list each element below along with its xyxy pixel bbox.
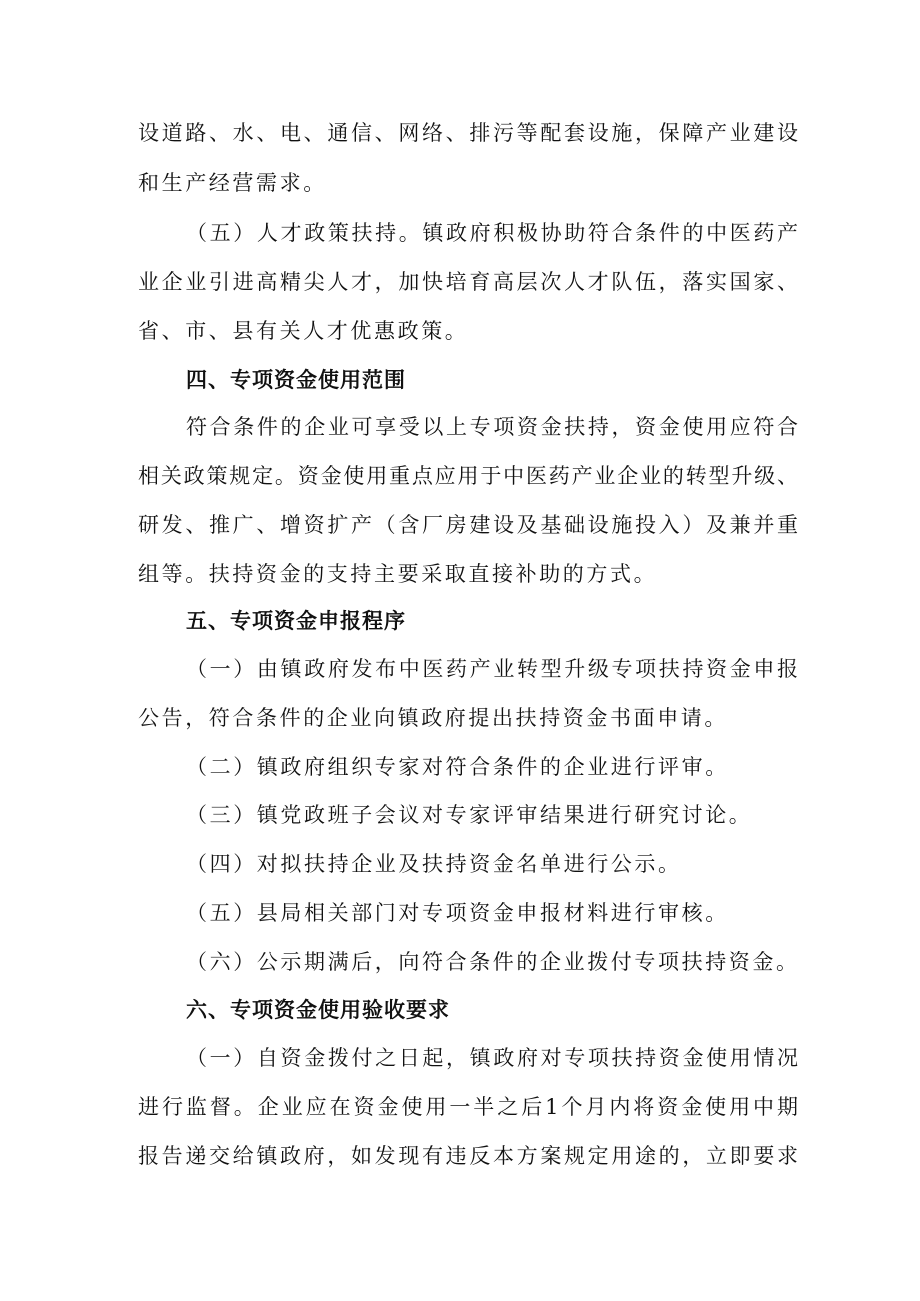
section-heading: 六、专项资金使用验收要求 [186,998,450,1022]
paragraph-line: 研发、推广、增资扩产（含厂房建设及基础设施投入）及兼并重 [138,513,798,537]
paragraph-line: （四）对拟扶持企业及扶持资金名单进行公示。 [186,852,682,876]
paragraph-line: （一）自资金拨付之日起，镇政府对专项扶持资金使用情况 [186,1046,798,1070]
paragraph-line: （一）由镇政府发布中医药产业转型升级专项扶持资金申报 [186,657,798,681]
paragraph-line: 省、市、县有关人才优惠政策。 [138,319,469,343]
paragraph-line: 相关政策规定。资金使用重点应用于中医药产业企业的转型升级、 [138,464,798,488]
paragraph-line: 和生产经营需求。 [138,171,327,195]
paragraph-line: （三）镇党政班子会议对专家评审结果进行研究讨论。 [186,803,753,827]
paragraph-line: 组等。扶持资金的支持主要采取直接补助的方式。 [138,562,658,586]
paragraph-line: （二）镇政府组织专家对符合条件的企业进行评审。 [186,755,729,779]
paragraph-line: 符合条件的企业可享受以上专项资金扶持，资金使用应符合 [186,415,798,439]
section-heading: 五、专项资金申报程序 [186,609,406,633]
paragraph-line: （六）公示期满后，向符合条件的企业拨付专项扶持资金。 [186,950,800,974]
paragraph-line: 报告递交给镇政府，如发现有违反本方案规定用途的，立即要求 [138,1144,798,1168]
paragraph-line: 业企业引进高精尖人才，加快培育高层次人才队伍，落实国家、 [138,270,798,294]
paragraph-line: 公告，符合条件的企业向镇政府提出扶持资金书面申请。 [138,706,728,730]
paragraph-line: 进行监督。企业应在资金使用一半之后1个月内将资金使用中期 [138,1095,798,1119]
paragraph-line: （五）县局相关部门对专项资金申报材料进行审核。 [186,901,729,925]
paragraph-line: 设道路、水、电、通信、网络、排污等配套设施，保障产业建设 [138,121,798,145]
paragraph-line: （五）人才政策扶持。镇政府积极协助符合条件的中医药产 [186,221,798,245]
section-heading: 四、专项资金使用范围 [186,368,406,392]
